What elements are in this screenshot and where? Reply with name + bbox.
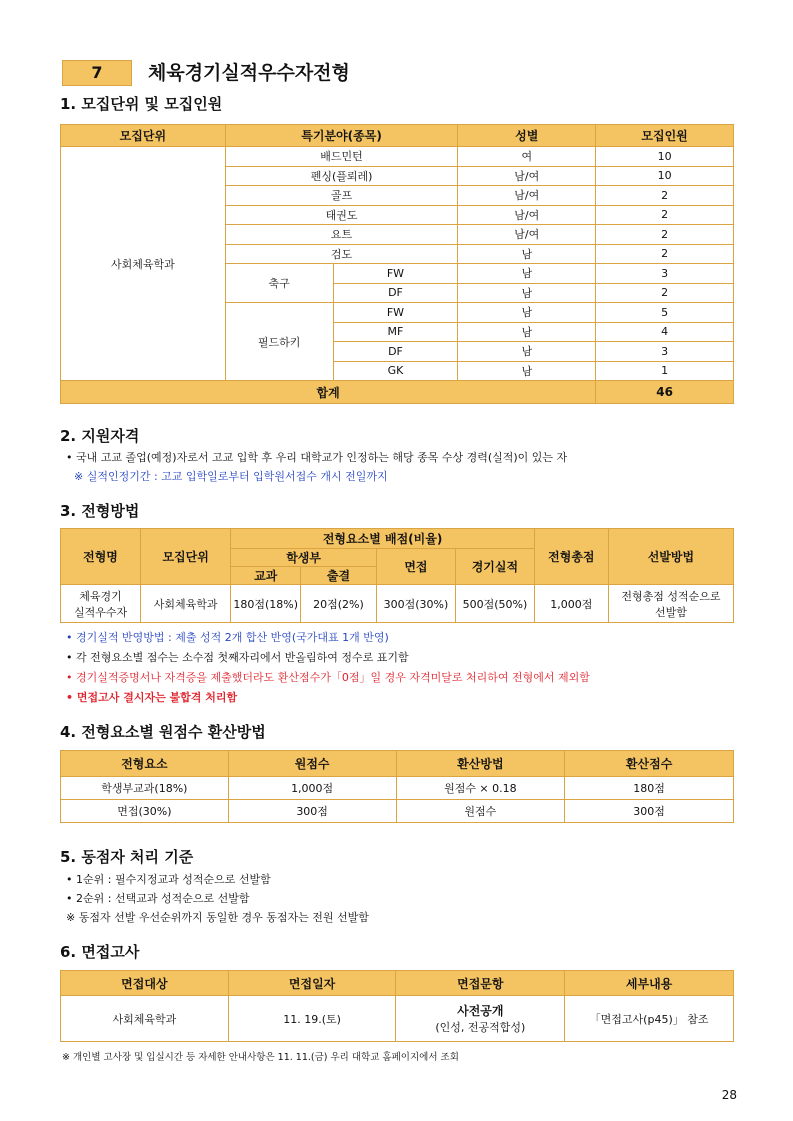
sport-cell: 요트 [225, 225, 458, 245]
col-subject: 교과 [231, 567, 301, 585]
method-note-text: 면접고사 결시자는 불합격 처리함 [76, 691, 238, 704]
count-cell: 10 [596, 147, 734, 167]
method-note-1: • 경기실적 반영방법 : 제출 성적 2개 합산 반영(국가대표 1개 반영) [66, 631, 389, 644]
eligibility-line: 국내 고교 졸업(예정)자로서 고교 입학 후 우리 대학교가 인정하는 해당 종목 수상 경력(실적)이 있는 자 [76, 451, 568, 464]
table-cell: 원점수 [396, 800, 565, 823]
count-cell: 2 [596, 205, 734, 225]
heading-tiebreak: 5. 동점자 처리 기준 [60, 848, 194, 866]
table-cell: 1,000점 [228, 777, 396, 800]
col-sport: 특기분야(종목) [225, 125, 458, 147]
col-questions: 면접문항 [396, 971, 565, 996]
position-cell: GK [333, 361, 458, 381]
tiebreak-note: ※ 동점자 선발 우선순위까지 동일한 경우 동점자는 전원 선발함 [66, 911, 369, 924]
col-element: 전형요소 [61, 751, 229, 777]
method-name-line2: 실적우수자 [73, 605, 128, 619]
count-cell: 2 [596, 225, 734, 245]
method-note-2: • 각 전형요소별 점수는 소수점 첫째자리에서 반올림하여 정수로 표기함 [66, 651, 409, 664]
col-record: 학생부 [231, 549, 377, 567]
questions-public: 사전공개 [457, 1004, 504, 1018]
position-cell: DF [333, 283, 458, 303]
section-title: 체육경기실적우수자전형 [148, 62, 350, 84]
table-cell: 면접(30%) [61, 800, 229, 823]
gender-cell: 남 [458, 342, 596, 362]
method-note-text: 각 전형요소별 점수는 소수점 첫째자리에서 반올림하여 정수로 표기함 [76, 651, 409, 664]
col-gender: 성별 [458, 125, 596, 147]
col-performance: 경기실적 [455, 549, 534, 585]
count-cell: 2 [596, 244, 734, 264]
gender-cell: 남/여 [458, 205, 596, 225]
position-cell: MF [333, 322, 458, 342]
heading-interview: 6. 면접고사 [60, 943, 140, 961]
gender-cell: 남/여 [458, 186, 596, 206]
conversion-table [60, 750, 734, 823]
col-converted: 환산점수 [565, 751, 734, 777]
tiebreak-rule-1: • 1순위 : 필수지정교과 성적순으로 선발함 [66, 873, 271, 886]
eligibility-period-note: ※ 실적인정기간 : 고교 입학일로부터 입학원서접수 개시 전일까지 [74, 470, 388, 483]
table-cell: 원점수 × 0.18 [396, 777, 565, 800]
table-cell: 300점 [228, 800, 396, 823]
selection-line2: 선발함 [654, 605, 687, 619]
hockey-label: 필드하키 [225, 303, 333, 381]
total-label: 합계 [61, 381, 596, 404]
method-unit-cell: 사회체육학과 [141, 585, 231, 623]
position-cell: FW [333, 264, 458, 284]
count-cell: 2 [596, 186, 734, 206]
attendance-score-cell: 20점(2%) [301, 585, 377, 623]
method-note-text: 경기실적 반영방법 : 제출 성적 2개 합산 반영(국가대표 1개 반영) [76, 631, 389, 644]
total-value: 46 [596, 381, 734, 404]
heading-recruitment: 1. 모집단위 및 모집인원 [60, 95, 223, 113]
col-formula: 환산방법 [396, 751, 565, 777]
subject-score-cell: 180점(18%) [231, 585, 301, 623]
sport-cell: 골프 [225, 186, 458, 206]
position-cell: DF [333, 342, 458, 362]
heading-conversion: 4. 전형요소별 원점수 환산방법 [60, 723, 266, 741]
sport-cell: 태권도 [225, 205, 458, 225]
interview-footnote: ※ 개인별 고사장 및 입실시간 등 자세한 안내사항은 11. 11.(금) 우리 대학교 홈페이지에서 조회 [62, 1052, 459, 1063]
col-attendance: 출결 [301, 567, 377, 585]
total-score-cell: 1,000점 [534, 585, 608, 623]
count-cell: 3 [596, 342, 734, 362]
count-cell: 1 [596, 361, 734, 381]
selection-method-cell [608, 585, 733, 623]
gender-cell: 남 [458, 283, 596, 303]
table-cell: 300점 [565, 800, 734, 823]
questions-scope: (인성, 전공적합성) [435, 1021, 526, 1034]
col-date: 면접일자 [228, 971, 396, 996]
gender-cell: 남 [458, 244, 596, 264]
table-cell: 180점 [565, 777, 734, 800]
gender-cell: 남 [458, 264, 596, 284]
col-unit: 모집단위 [141, 529, 231, 585]
method-name-line1: 체육경기 [79, 589, 122, 603]
sport-cell: 배드민턴 [225, 147, 458, 167]
gender-cell: 남/여 [458, 225, 596, 245]
sport-cell: 검도 [225, 244, 458, 264]
method-note-3: • 경기실적증명서나 자격증을 제출했더라도 환산점수가「0점」일 경우 자격미달로 처리하여 전형에서 제외함 [66, 671, 590, 684]
col-details: 세부내용 [565, 971, 734, 996]
interview-questions-cell [396, 996, 565, 1042]
method-note-text: 경기실적증명서나 자격증을 제출했더라도 환산점수가「0점」일 경우 자격미달로 처리하여 전형에서 제외함 [76, 671, 590, 684]
gender-cell: 남 [458, 361, 596, 381]
count-cell: 3 [596, 264, 734, 284]
performance-score-cell: 500점(50%) [455, 585, 534, 623]
interview-details-cell: 「면접고사(p45)」 참조 [565, 996, 734, 1042]
soccer-label: 축구 [225, 264, 333, 303]
count-cell: 2 [596, 283, 734, 303]
sport-cell: 펜싱(플뢰레) [225, 166, 458, 186]
recruitment-table [60, 124, 734, 404]
col-unit: 모집단위 [61, 125, 226, 147]
col-ratio: 전형요소별 배점(비율) [231, 529, 535, 549]
col-target: 면접대상 [61, 971, 229, 996]
tiebreak-text: 1순위 : 필수지정교과 성적순으로 선발함 [76, 873, 271, 886]
unit-cell: 사회체육학과 [61, 147, 226, 381]
count-cell: 5 [596, 303, 734, 323]
interview-date-cell: 11. 19.(토) [228, 996, 396, 1042]
section-number: 7 [62, 60, 132, 86]
selection-line1: 전형총점 성적순으로 [621, 589, 721, 603]
count-cell: 10 [596, 166, 734, 186]
gender-cell: 여 [458, 147, 596, 167]
col-interview: 면접 [376, 549, 455, 585]
col-raw: 원점수 [228, 751, 396, 777]
table-cell: 학생부교과(18%) [61, 777, 229, 800]
tiebreak-rule-2: • 2순위 : 선택교과 성적순으로 선발함 [66, 892, 250, 905]
method-name-cell [61, 585, 141, 623]
heading-method: 3. 전형방법 [60, 502, 140, 520]
gender-cell: 남 [458, 322, 596, 342]
tiebreak-text: 2순위 : 선택교과 성적순으로 선발함 [76, 892, 250, 905]
page-number: 28 [721, 1088, 737, 1102]
heading-eligibility: 2. 지원자격 [60, 427, 140, 445]
method-note-4: • 면접고사 결시자는 불합격 처리함 [66, 691, 238, 704]
interview-table [60, 970, 734, 1042]
col-method: 선발방법 [608, 529, 733, 585]
count-cell: 4 [596, 322, 734, 342]
gender-cell: 남/여 [458, 166, 596, 186]
method-table [60, 528, 734, 623]
position-cell: FW [333, 303, 458, 323]
eligibility-text: • 국내 고교 졸업(예정)자로서 고교 입학 후 우리 대학교가 인정하는 해당 종목 수상 경력(실적)이 있는 자 [66, 451, 568, 464]
col-name: 전형명 [61, 529, 141, 585]
col-count: 모집인원 [596, 125, 734, 147]
interview-target-cell: 사회체육학과 [61, 996, 229, 1042]
gender-cell: 남 [458, 303, 596, 323]
interview-score-cell: 300점(30%) [376, 585, 455, 623]
col-total: 전형총점 [534, 529, 608, 585]
